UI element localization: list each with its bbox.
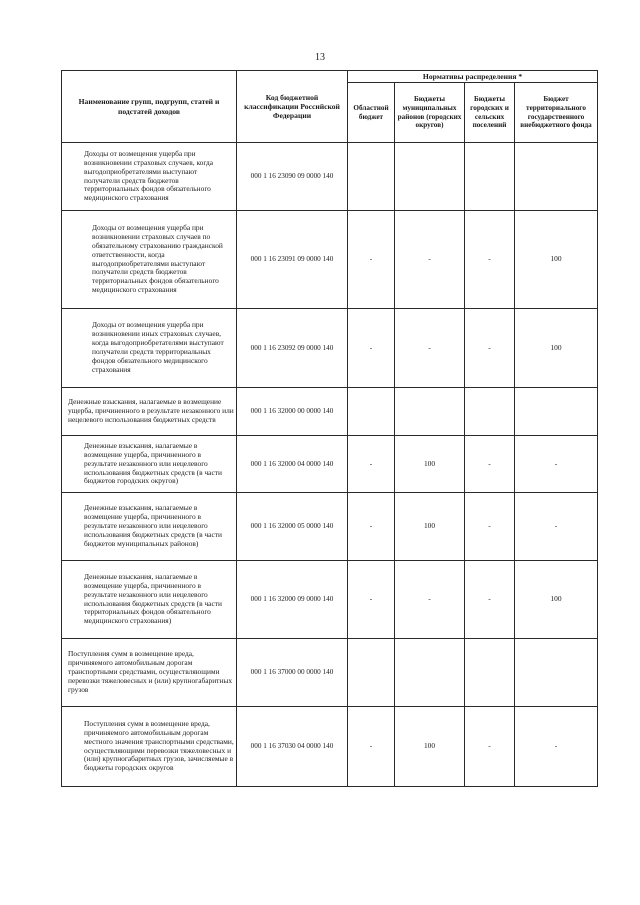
row-value-fund [515, 388, 598, 436]
table-row [62, 561, 598, 639]
table-header-row [62, 71, 598, 83]
row-value-regional: - [348, 211, 395, 309]
row-value-settlements [465, 388, 515, 436]
table-row [62, 388, 598, 436]
row-name: Поступления сумм в возмещение вреда, причиняемого автомобильным дорогам местного значения транспортными средствами, осуществляющими перевозки тяжеловесных и (или) крупногабаритных грузов, зачисляемые в бюджеты городских округов [62, 707, 237, 787]
row-value-settlements [465, 143, 515, 211]
table-row [62, 493, 598, 561]
row-name: Доходы от возмещения ущерба при возникновении иных страховых случаев, когда выгодоприобретателями выступают получатели средств территориальных фондов обязательного медицинского страхования [62, 309, 237, 388]
page-number: 13 [315, 52, 325, 63]
row-name: Доходы от возмещения ущерба при возникновении страховых случаев по обязательному страхованию гражданской ответственности, когда выгодоприобретателями выступают получатели средств бюджетов территориальных фондов обязательного медицинского страхования [62, 211, 237, 309]
row-value-fund [515, 639, 598, 707]
row-value-fund: - [515, 493, 598, 561]
row-value-fund: - [515, 707, 598, 787]
row-value-municipal: 100 [395, 436, 465, 493]
row-name: Денежные взыскания, налагаемые в возмещение ущерба, причиненного в результате незаконного или нецелевого использования бюджетных средств (в части бюджетов муниципальных районов) [62, 493, 237, 561]
row-value-regional: - [348, 309, 395, 388]
row-value-fund: 100 [515, 211, 598, 309]
row-value-settlements: - [465, 309, 515, 388]
row-code: 000 1 16 32000 00 0000 140 [237, 388, 348, 436]
row-name: Поступления сумм в возмещение вреда, причиняемого автомобильным дорогам транспортными средствами, осуществляющими перевозки тяжеловесных и (или) крупногабаритных грузов [62, 639, 237, 707]
table-row [62, 436, 598, 493]
row-value-settlements: - [465, 707, 515, 787]
row-value-fund: 100 [515, 561, 598, 639]
row-code: 000 1 16 23091 09 0000 140 [237, 211, 348, 309]
row-code: 000 1 16 37000 00 0000 140 [237, 639, 348, 707]
row-value-regional: - [348, 493, 395, 561]
row-code: 000 1 16 37030 04 0000 140 [237, 707, 348, 787]
header-name: Наименование групп, подгрупп, статей и подстатей доходов [62, 71, 237, 143]
header-municipal-budgets: Бюджеты муниципальных районов (городских округов) [395, 83, 465, 143]
table-row [62, 309, 598, 388]
header-norms: Нормативы распределения * [348, 71, 598, 83]
header-settlement-budgets: Бюджеты городских и сельских поселений [465, 83, 515, 143]
row-value-regional: - [348, 561, 395, 639]
row-value-fund [515, 143, 598, 211]
row-code: 000 1 16 32000 05 0000 140 [237, 493, 348, 561]
row-code: 000 1 16 23092 09 0000 140 [237, 309, 348, 388]
row-code: 000 1 16 32000 04 0000 140 [237, 436, 348, 493]
row-value-settlements: - [465, 561, 515, 639]
header-code: Код бюджетной классификации Российской Федерации [237, 71, 348, 143]
row-name: Денежные взыскания, налагаемые в возмещение ущерба, причиненного в результате незаконного или нецелевого использования бюджетных средств [62, 388, 237, 436]
row-value-settlements: - [465, 436, 515, 493]
row-value-regional [348, 639, 395, 707]
row-value-municipal: 100 [395, 707, 465, 787]
table-row [62, 707, 598, 787]
row-code: 000 1 16 32000 09 0000 140 [237, 561, 348, 639]
header-extrabudgetary-fund: Бюджет территориального государственного внебюджетного фонда [515, 83, 598, 143]
row-value-municipal [395, 388, 465, 436]
row-value-municipal: - [395, 211, 465, 309]
row-value-regional: - [348, 707, 395, 787]
row-value-fund: - [515, 436, 598, 493]
row-value-settlements: - [465, 493, 515, 561]
row-value-regional: - [348, 436, 395, 493]
table-row [62, 211, 598, 309]
row-value-municipal: 100 [395, 493, 465, 561]
row-code: 000 1 16 23090 09 0000 140 [237, 143, 348, 211]
row-value-regional [348, 388, 395, 436]
row-value-municipal: - [395, 561, 465, 639]
revenue-distribution-table [61, 70, 598, 787]
row-name: Денежные взыскания, налагаемые в возмещение ущерба, причиненного в результате незаконного или нецелевого использования бюджетных средств (в части территориальных фондов обязательного медицинского страхования) [62, 561, 237, 639]
row-name: Доходы от возмещения ущерба при возникновении страховых случаев, когда выгодоприобретателями выступают получатели средств бюджетов территориальных фондов обязательного медицинского страхования [62, 143, 237, 211]
row-value-fund: 100 [515, 309, 598, 388]
table-row [62, 639, 598, 707]
row-value-settlements: - [465, 211, 515, 309]
header-regional-budget: Областной бюджет [348, 83, 395, 143]
row-value-settlements [465, 639, 515, 707]
row-value-municipal [395, 639, 465, 707]
table-row [62, 143, 598, 211]
row-value-municipal: - [395, 309, 465, 388]
row-value-municipal [395, 143, 465, 211]
row-name: Денежные взыскания, налагаемые в возмещение ущерба, причиненного в результате незаконного или нецелевого использования бюджетных средств (в части бюджетов городских округов) [62, 436, 237, 493]
row-value-regional [348, 143, 395, 211]
